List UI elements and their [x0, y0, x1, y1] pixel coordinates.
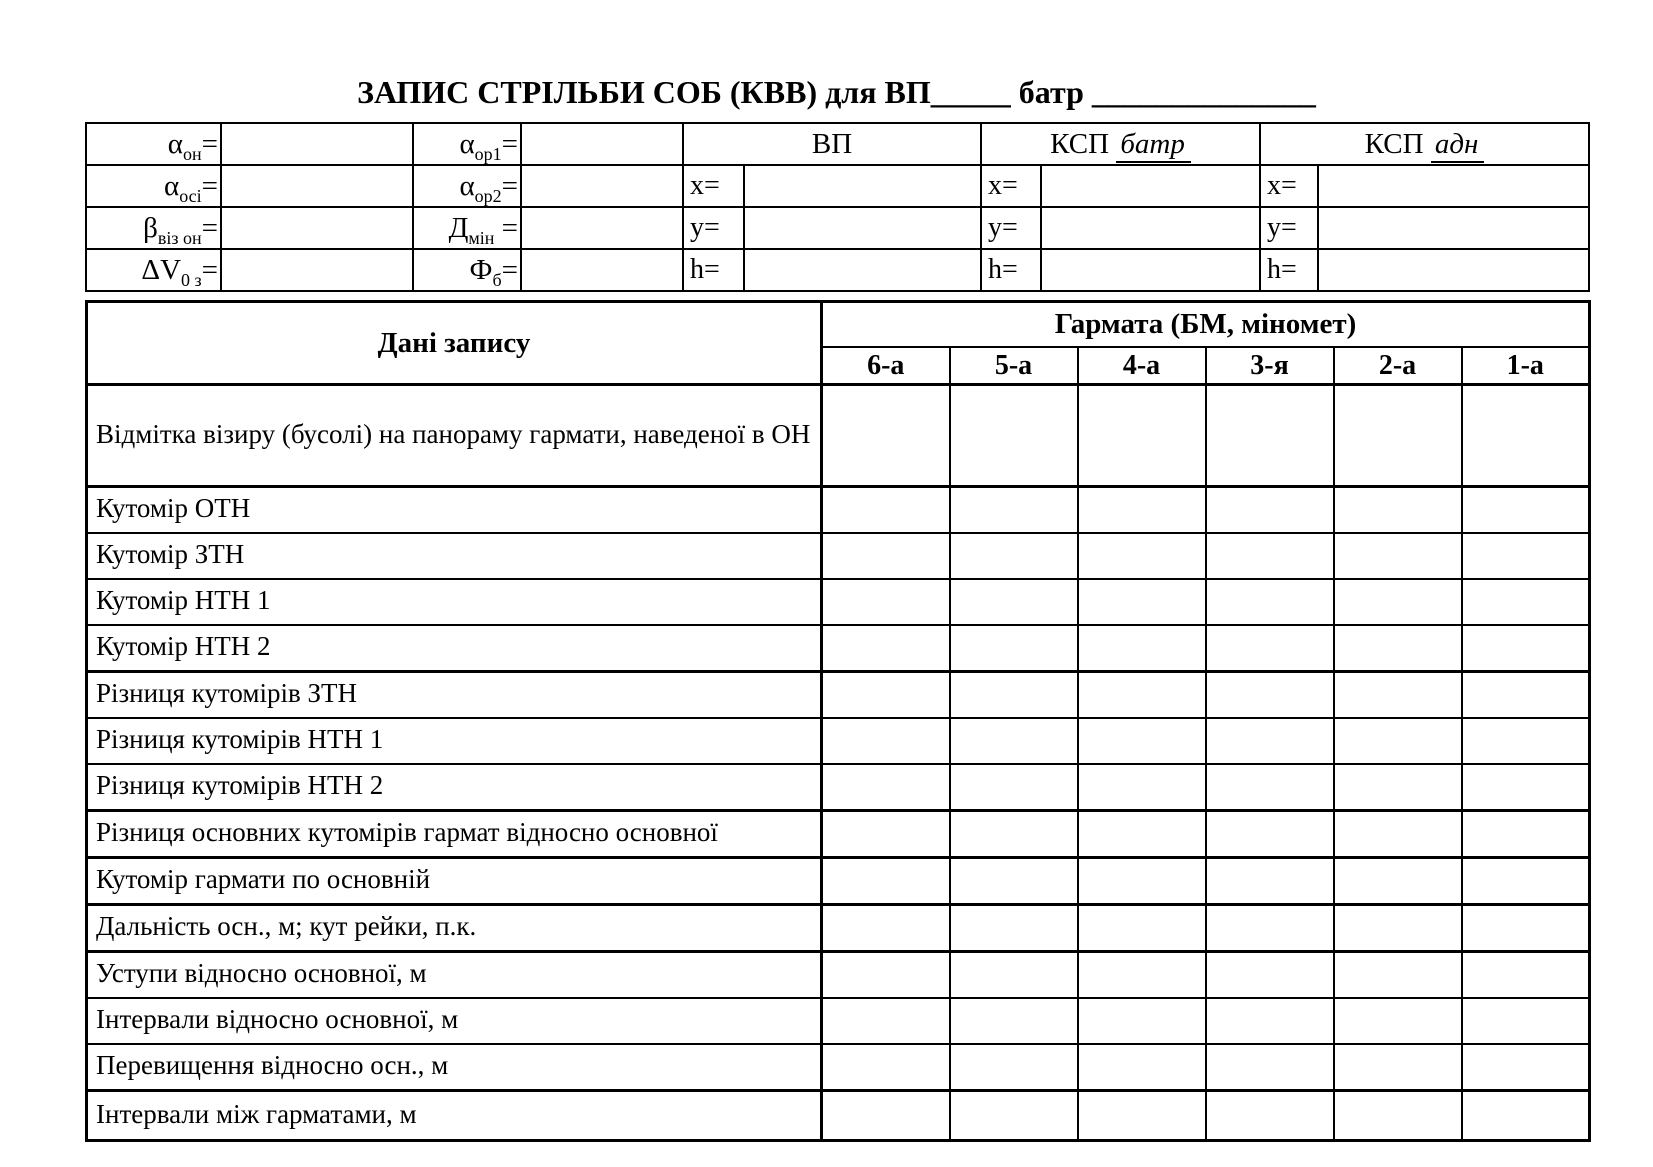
vp-x-label: x= — [683, 165, 744, 207]
grid-cell — [822, 858, 950, 905]
grid-cell — [1334, 1091, 1462, 1141]
grid-cell — [950, 487, 1078, 534]
beta-viz-on-label: $\beta_{віз он}=$ — [86, 207, 221, 249]
grid-cell — [950, 533, 1078, 579]
grid-cell — [950, 579, 1078, 625]
ksp-adn-y-value — [1318, 207, 1589, 249]
table-row — [87, 1091, 1590, 1141]
grid-cell — [950, 672, 1078, 719]
grid-cell — [1334, 811, 1462, 858]
grid-cell — [1078, 533, 1206, 579]
grid-cell — [822, 811, 950, 858]
grid-cell — [1334, 998, 1462, 1044]
ksp-adn-y-label: y= — [1260, 207, 1318, 249]
row-label: Інтервали між гарматами, м — [87, 1091, 822, 1141]
alpha-or1-label: $\alpha_{ор1}=$ — [413, 123, 521, 165]
ksp-batr-y-label: y= — [981, 207, 1041, 249]
grid-cell — [822, 533, 950, 579]
table-row — [87, 952, 1590, 999]
gun-column-header-4: 4-а — [1078, 347, 1206, 385]
ksp-batr-h-value — [1041, 249, 1260, 291]
grid-cell — [1462, 952, 1590, 999]
grid-cell — [822, 487, 950, 534]
alpha-or1-value — [521, 123, 683, 165]
grid-cell — [822, 579, 950, 625]
table-row — [87, 385, 1590, 487]
grid-cell — [1078, 952, 1206, 999]
grid-cell — [1078, 718, 1206, 764]
row-label: Кутомір ОТН — [87, 487, 822, 534]
table-row — [87, 579, 1590, 625]
grid-cell — [1334, 487, 1462, 534]
grid-cell — [1206, 718, 1334, 764]
ksp-batr-section-header: КСП батр — [981, 123, 1260, 165]
grid-cell — [1206, 952, 1334, 999]
grid-cell — [1078, 1091, 1206, 1141]
grid-cell — [1462, 905, 1590, 952]
grid-cell — [1334, 858, 1462, 905]
grid-cell — [822, 1091, 950, 1141]
row-label: Різниця кутомірів ЗТН — [87, 672, 822, 719]
gun-column-header-3: 3-я — [1206, 347, 1334, 385]
grid-cell — [950, 952, 1078, 999]
table-row — [87, 487, 1590, 534]
grid-cell — [950, 811, 1078, 858]
grid-cell — [1462, 764, 1590, 811]
grid-cell — [1334, 764, 1462, 811]
grid-cell — [1334, 385, 1462, 487]
grid-cell — [1078, 905, 1206, 952]
table-row — [87, 764, 1590, 811]
alpha-osi-label: $\alpha_{осі}=$ — [86, 165, 221, 207]
gun-group-header: Гармата (БМ, міномет) — [822, 302, 1590, 348]
vp-h-label: h= — [683, 249, 744, 291]
grid-cell — [1462, 672, 1590, 719]
row-label: Кутомір гармати по основній — [87, 858, 822, 905]
ksp-batr-y-value — [1041, 207, 1260, 249]
grid-cell — [950, 998, 1078, 1044]
table-row — [87, 998, 1590, 1044]
ksp-batr-x-value — [1041, 165, 1260, 207]
d-min-value — [521, 207, 683, 249]
row-label: Різниця кутомірів НТН 1 — [87, 718, 822, 764]
f-b-label: $Ф_б=$ — [413, 249, 521, 291]
grid-cell — [1462, 579, 1590, 625]
group-header-row — [87, 302, 1590, 348]
grid-cell — [950, 905, 1078, 952]
grid-cell — [1206, 1091, 1334, 1141]
grid-cell — [1078, 487, 1206, 534]
row-label: Відмітка візиру (бусолі) на панораму гармати, наведеної в ОН — [87, 385, 822, 487]
gun-column-header-5: 5-а — [950, 347, 1078, 385]
grid-cell — [1078, 998, 1206, 1044]
grid-cell — [1078, 579, 1206, 625]
grid-cell — [1206, 998, 1334, 1044]
ksp-batr-h-label: h= — [981, 249, 1041, 291]
grid-cell — [1206, 672, 1334, 719]
grid-cell — [1334, 625, 1462, 672]
grid-cell — [1206, 385, 1334, 487]
grid-cell — [1462, 811, 1590, 858]
grid-cell — [1462, 1091, 1590, 1141]
ksp-batr-x-label: x= — [981, 165, 1041, 207]
grid-cell — [1078, 811, 1206, 858]
vp-y-label: y= — [683, 207, 744, 249]
row-label: Різниця основних кутомірів гармат відносно основної — [87, 811, 822, 858]
grid-cell — [1334, 672, 1462, 719]
grid-cell — [950, 858, 1078, 905]
ksp-adn-x-value — [1318, 165, 1589, 207]
vp-y-value — [744, 207, 981, 249]
grid-cell — [822, 952, 950, 999]
coordinates-header-table — [85, 122, 1590, 292]
grid-cell — [950, 385, 1078, 487]
grid-cell — [822, 718, 950, 764]
info-row-4 — [86, 249, 1589, 291]
gun-column-header-2: 2-а — [1334, 347, 1462, 385]
grid-cell — [1334, 1044, 1462, 1091]
alpha-or2-value — [521, 165, 683, 207]
alpha-on-label: $\alpha_{он}=$ — [86, 123, 221, 165]
ksp-adn-x-label: x= — [1260, 165, 1318, 207]
data-record-header: Дані запису — [87, 302, 822, 385]
grid-cell — [1462, 1044, 1590, 1091]
grid-cell — [1334, 533, 1462, 579]
grid-cell — [950, 718, 1078, 764]
grid-cell — [1462, 385, 1590, 487]
ksp-adn-section-header: КСП адн — [1260, 123, 1589, 165]
row-label: Дальність осн., м; кут рейки, п.к. — [87, 905, 822, 952]
grid-cell — [1462, 487, 1590, 534]
grid-cell — [1334, 718, 1462, 764]
grid-cell — [1206, 579, 1334, 625]
info-row-2 — [86, 165, 1589, 207]
grid-cell — [822, 905, 950, 952]
row-label: Кутомір НТН 2 — [87, 625, 822, 672]
grid-cell — [1206, 905, 1334, 952]
grid-cell — [1206, 858, 1334, 905]
grid-cell — [1078, 858, 1206, 905]
grid-cell — [1334, 905, 1462, 952]
grid-cell — [1462, 998, 1590, 1044]
grid-cell — [822, 1044, 950, 1091]
grid-cell — [822, 385, 950, 487]
ksp-adn-h-label: h= — [1260, 249, 1318, 291]
table-row — [87, 858, 1590, 905]
grid-cell — [822, 625, 950, 672]
alpha-on-value — [221, 123, 413, 165]
info-row-1 — [86, 123, 1589, 165]
alpha-osi-value — [221, 165, 413, 207]
table-row — [87, 905, 1590, 952]
vp-section-header: ВП — [683, 123, 981, 165]
row-label: Кутомір НТН 1 — [87, 579, 822, 625]
delta-v0-label: $\Delta V_{0 з}=$ — [86, 249, 221, 291]
beta-viz-on-value — [221, 207, 413, 249]
grid-cell — [1206, 1044, 1334, 1091]
table-row — [87, 1044, 1590, 1091]
grid-cell — [1078, 625, 1206, 672]
grid-cell — [1334, 579, 1462, 625]
grid-cell — [1078, 764, 1206, 811]
grid-cell — [950, 1044, 1078, 1091]
grid-cell — [822, 998, 950, 1044]
info-row-3 — [86, 207, 1589, 249]
row-label: Інтервали відносно основної, м — [87, 998, 822, 1044]
firing-record-table — [85, 300, 1591, 1142]
table-row — [87, 533, 1590, 579]
grid-cell — [1078, 672, 1206, 719]
grid-cell — [1462, 625, 1590, 672]
delta-v0-value — [221, 249, 413, 291]
grid-cell — [950, 764, 1078, 811]
grid-cell — [822, 672, 950, 719]
gun-column-header-6: 6-а — [822, 347, 950, 385]
table-row — [87, 811, 1590, 858]
row-label: Уступи відносно основної, м — [87, 952, 822, 999]
table-row — [87, 718, 1590, 764]
gun-column-header-1: 1-а — [1462, 347, 1590, 385]
grid-cell — [1206, 533, 1334, 579]
grid-cell — [1206, 487, 1334, 534]
row-label: Різниця кутомірів НТН 2 — [87, 764, 822, 811]
vp-x-value — [744, 165, 981, 207]
row-label: Перевищення відносно осн., м — [87, 1044, 822, 1091]
grid-cell — [950, 625, 1078, 672]
vp-h-value — [744, 249, 981, 291]
grid-cell — [1334, 952, 1462, 999]
ksp-adn-h-value — [1318, 249, 1589, 291]
alpha-or2-label: $\alpha_{ор2}=$ — [413, 165, 521, 207]
d-min-label: $Д_{мін}$ = — [413, 207, 521, 249]
grid-cell — [1462, 858, 1590, 905]
grid-cell — [950, 1091, 1078, 1141]
grid-cell — [1206, 764, 1334, 811]
grid-cell — [1206, 625, 1334, 672]
table-row — [87, 672, 1590, 719]
grid-cell — [822, 764, 950, 811]
page-title: ЗАПИС СТРІЛЬБИ СОБ (КВВ) для ВП_____ батр ______________ — [357, 74, 1316, 110]
f-b-value — [521, 249, 683, 291]
grid-cell — [1078, 385, 1206, 487]
row-label: Кутомір ЗТН — [87, 533, 822, 579]
grid-cell — [1206, 811, 1334, 858]
grid-cell — [1462, 533, 1590, 579]
grid-cell — [1462, 718, 1590, 764]
grid-cell — [1078, 1044, 1206, 1091]
table-row — [87, 625, 1590, 672]
